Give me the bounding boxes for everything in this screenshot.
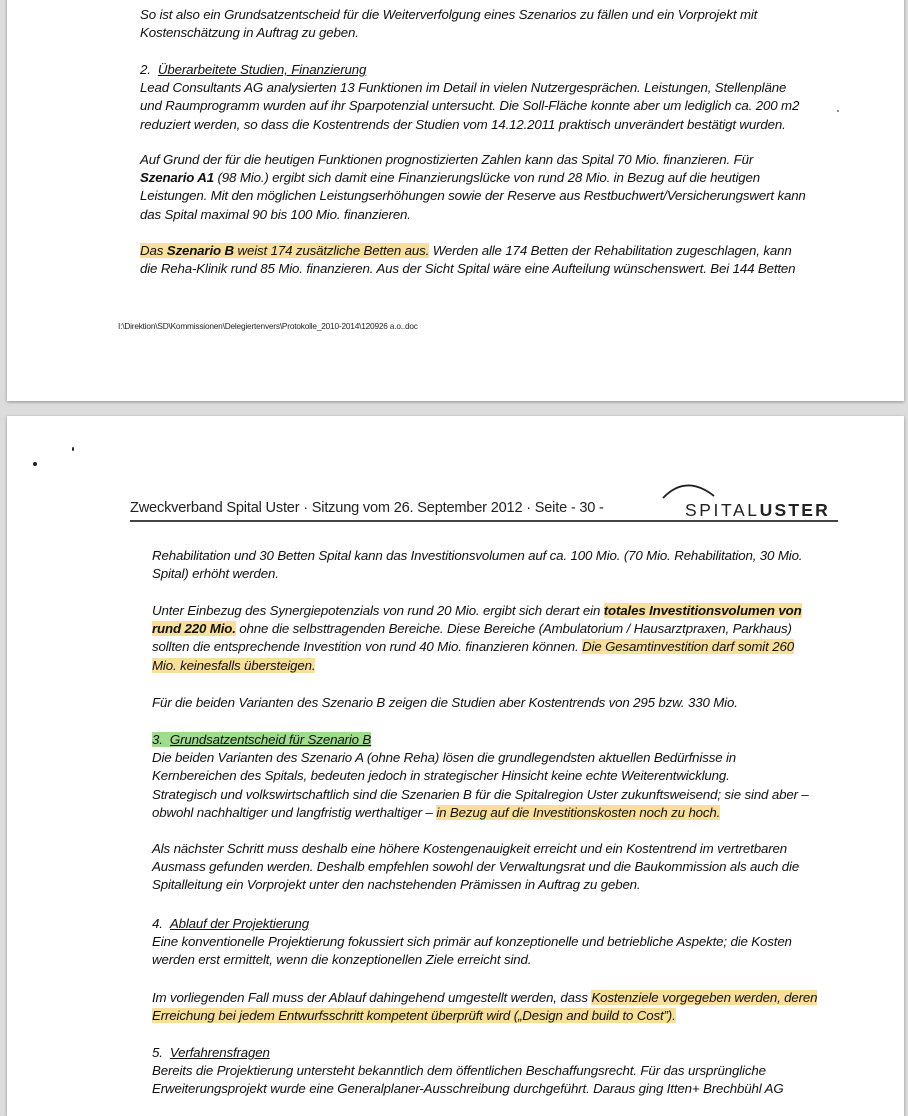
text-line: Die beiden Varianten des Szenario A (ohne Reha) lösen die grundlegendsten aktuellen Bedürfnisse in — [152, 750, 737, 766]
text-run: (98 Mio.) ergibt sich damit eine Finanzierungslücke von rund 28 Mio. in Bezug auf die heutigen — [213, 170, 760, 186]
scan-speck — [837, 110, 839, 112]
section-title: Überarbeitete Studien, Finanzierung — [157, 62, 367, 77]
text-run: obwohl nachhaltiger und langfristig werthaltiger – — [152, 804, 437, 820]
paragraph-variants — [152, 694, 738, 712]
text-line — [140, 169, 806, 187]
highlight: Erreichung bei jedem Entwurfsschritt kompetent überprüft wird („Design and build to Cost”). — [152, 1008, 676, 1024]
text-line: Bereits die Projektierung untersteht bekanntlich dem öffentlichen Beschaffungsrecht. Für das ursprüngliche — [152, 1063, 766, 1079]
text-run: Im vorliegenden Fall muss der Ablauf dahingehend umgestellt werden, dass — [152, 990, 592, 1005]
logo-text-light: SPITAL — [685, 500, 760, 520]
text-line: Leistungen. Mit den möglichen Leistungserhöhungen sowie der Reserve aus Restbuchwert/Versicherungswert kann — [140, 188, 806, 204]
text-run: ohne die selbsttragenden Bereiche. Diese Bereiche (Ambulatorium / Hausarztpraxen, Parkhaus) — [235, 621, 792, 637]
text-line: Rehabilitation und 30 Betten Spital kann das Investitionsvolumen auf ca. 100 Mio. (70 Mio. Rehabilitation, 30 Mio. — [152, 548, 803, 563]
text-line: Strategisch und volkswirtschaftlich sind die Szenarien B für die Spitalregion Uster zukunftsweisend; sie sind aber – — [152, 786, 809, 802]
highlight — [140, 243, 429, 258]
section-5 — [152, 1044, 784, 1099]
text-line: werden erst ermittelt, wenn die konzeptionellen Ziele erreicht sind. — [152, 952, 532, 968]
section-2 — [140, 61, 799, 134]
text-line: Erweiterungsprojekt wurde eine Generalplaner-Ausschreibung durchgeführt. Daraus ging Itten+ Brechbühl AG — [152, 1081, 784, 1097]
highlight-green — [152, 732, 371, 747]
document-page-30 — [7, 416, 904, 1116]
section-number: 4. — [152, 916, 163, 931]
text-line: die Reha-Klinik rund 85 Mio. finanzieren. Aus der Sicht Spital wäre eine Aufteilung wünschenswert. Bei 144 Betten — [140, 261, 796, 277]
text-line: Spitalleitung ein Vorprojekt unter den nachstehenden Prämissen in Auftrag zu geben. — [152, 877, 641, 893]
section-number: 3. — [152, 732, 163, 747]
text-line: Ausmass gefunden werden. Deshalb empfehlen sowohl der Verwaltungsrat und die Baukommission als auch die — [152, 859, 800, 875]
section-title: Verfahrensfragen — [169, 1045, 270, 1060]
section-heading — [152, 1044, 784, 1062]
text-line — [152, 657, 802, 675]
paragraph-next-step — [152, 840, 799, 895]
paragraph-process — [152, 989, 817, 1025]
footer-file-path: I:\Direktion\SD\Kommissionen\Delegiertenvers\Protokolle_2010-2014\120926 a.o..doc — [118, 321, 418, 331]
section-title: Ablauf der Projektierung — [169, 916, 309, 931]
spital-uster-logo — [685, 500, 830, 521]
text-line: So ist also ein Grundsatzentscheid für die Weiterverfolgung eines Szenarios zu fällen und ein Vorprojekt mit — [140, 7, 758, 22]
text-line — [152, 620, 802, 638]
text-line: das Spital maximal 90 bis 100 Mio. finanzieren. — [140, 206, 411, 222]
highlight-bold: totales Investitionsvolumen von — [603, 603, 802, 618]
text-line: Kernbereichen des Spitals, bedeuten jedoch in strategischer Hinsicht keine echte Weiterentwicklung. — [152, 768, 730, 784]
section-title: Grundsatzentscheid für Szenario B — [169, 732, 372, 747]
section-heading — [140, 61, 799, 79]
text-run: weist 174 zusätzliche Betten aus. — [233, 243, 430, 258]
paragraph-synergy — [152, 602, 802, 675]
bold-term: Szenario B — [166, 243, 234, 258]
highlight-bold: rund 220 Mio. — [152, 621, 236, 637]
text-line: Eine konventionelle Projektierung fokussiert sich primär auf konzeptionelle und betriebliche Aspekte; die Kosten — [152, 934, 792, 950]
text-line: Auf Grund der für die heutigen Funktionen prognostizierten Zahlen kann das Spital 70 Mio. finanzieren. Für — [140, 152, 754, 167]
section-3 — [152, 731, 809, 822]
text-line: und Raumprogramm wurden auf ihr Sparpotenzial untersucht. Die Soll-Fläche konnte aber um lediglich ca. 200 m2 — [140, 98, 800, 114]
highlight: Mio. keinesfalls übersteigen. — [152, 657, 316, 673]
text-line: Kostenschätzung in Auftrag zu geben. — [140, 25, 359, 41]
document-page-29 — [7, 0, 904, 401]
text-line — [152, 602, 802, 620]
text-run: Das — [140, 243, 167, 258]
section-heading — [152, 731, 809, 749]
paragraph-scenario-b — [140, 242, 795, 278]
highlight: Kostenziele vorgegeben werden, deren — [591, 990, 818, 1005]
text-line — [140, 242, 795, 260]
text-line: Spital) erhöht werden. — [152, 566, 279, 582]
section-heading — [152, 915, 792, 933]
section-4 — [152, 915, 792, 970]
text-line: Für die beiden Varianten des Szenario B zeigen die Studien aber Kostentrends von 295 bzw. 330 Mio. — [152, 695, 738, 710]
bold-term: Szenario A1 — [140, 170, 214, 186]
header-rule — [130, 520, 838, 522]
text-run: Werden alle 174 Betten der Rehabilitation zugeschlagen, kann — [429, 243, 792, 258]
paragraph-rehab — [152, 547, 802, 583]
highlight: Die Gesamtinvestition darf somit 260 — [582, 639, 794, 655]
paragraph-finance — [140, 151, 806, 224]
section-number: 5. — [152, 1045, 163, 1060]
text-run: Unter Einbezug des Synergiepotenzials von rund 20 Mio. ergibt sich derart ein — [152, 603, 604, 618]
paragraph-intro — [140, 6, 757, 42]
logo-arc-icon — [661, 480, 721, 500]
page-header: Zweckverband Spital Uster · Sitzung vom 26. September 2012 · Seite - 30 - — [130, 500, 604, 516]
logo-text-bold: USTER — [759, 500, 830, 520]
text-line: Als nächster Schritt muss deshalb eine höhere Kostengenauigkeit erreicht und ein Kostentrend im vertretbaren — [152, 841, 787, 856]
scan-speck — [72, 447, 74, 451]
text-line — [152, 989, 817, 1007]
text-line — [152, 638, 802, 656]
text-line: Lead Consultants AG analysierten 13 Funktionen im Detail in vielen Nutzergesprächen. Leistungen, Stellenpläne — [140, 80, 787, 96]
highlight: in Bezug auf die Investitionskosten noch zu hoch. — [436, 804, 721, 820]
text-line: reduziert werden, so dass die Kostentrends der Studien vom 14.12.2011 praktisch unverändert bestätigt wurden. — [140, 116, 786, 132]
text-run: sollten die entsprechende Investition von rund 40 Mio. finanzieren können. — [152, 639, 583, 655]
text-line — [152, 1007, 817, 1025]
section-number: 2. — [140, 62, 151, 77]
text-line — [152, 804, 809, 822]
scan-speck — [33, 462, 37, 466]
